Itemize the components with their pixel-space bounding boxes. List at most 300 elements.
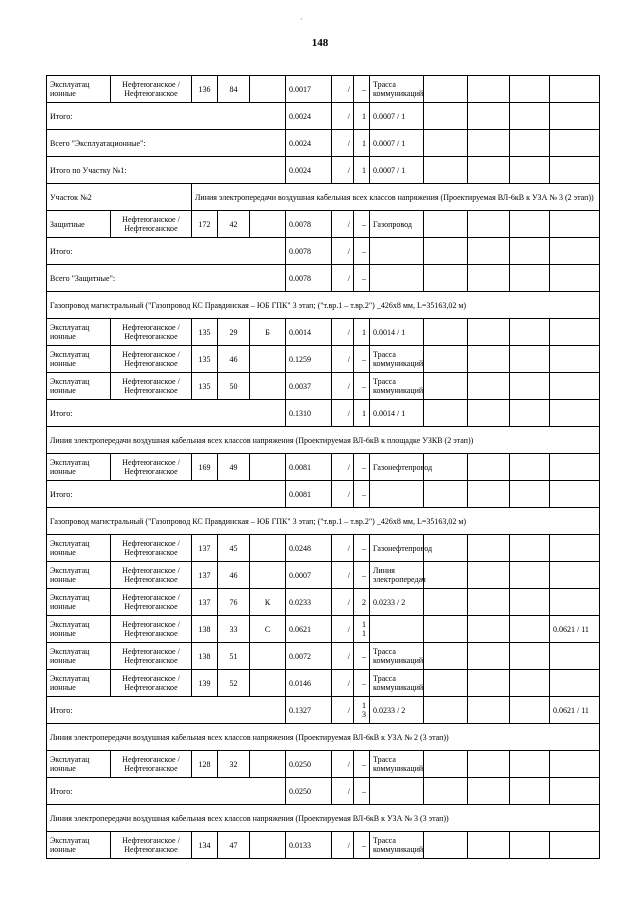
subtotal-cell: [468, 778, 510, 805]
data-cell: [424, 76, 468, 103]
data-cell: 0.0007: [286, 562, 332, 589]
subtotal-label: Итого по Участку №1:: [47, 157, 286, 184]
data-cell: /: [332, 616, 354, 643]
subtotal-cell: [510, 481, 550, 508]
data-cell: 0.0017: [286, 76, 332, 103]
data-cell: /: [332, 535, 354, 562]
data-cell: Трасса коммуникаций: [370, 76, 424, 103]
data-cell: 0.0233: [286, 589, 332, 616]
data-cell: /: [332, 643, 354, 670]
data-cell: /: [332, 751, 354, 778]
data-cell: [510, 751, 550, 778]
data-cell: Нефтеюганское / Нефтеюганское: [111, 643, 192, 670]
data-cell: 49: [218, 454, 250, 481]
subtotal-area: 0.0081: [286, 481, 332, 508]
object-header-row: [47, 805, 600, 832]
subtotal-cell: 0.0007 / 1: [370, 157, 424, 184]
data-cell: 134: [192, 832, 218, 859]
table-row: [47, 589, 600, 616]
data-cell: [250, 535, 286, 562]
data-cell: Эксплуатац ионные: [47, 643, 111, 670]
data-cell: –: [354, 643, 370, 670]
data-cell: Эксплуатац ионные: [47, 319, 111, 346]
data-cell: [510, 616, 550, 643]
data-cell: [550, 751, 600, 778]
data-cell: [510, 643, 550, 670]
data-cell: 84: [218, 76, 250, 103]
data-cell: Эксплуатац ионные: [47, 832, 111, 859]
subtotal-cell: [550, 481, 600, 508]
data-cell: 135: [192, 319, 218, 346]
subtotal-cell: [510, 265, 550, 292]
data-cell: 1: [354, 319, 370, 346]
data-cell: 0.0233 / 2: [370, 589, 424, 616]
land-plots-table: [46, 75, 600, 859]
data-cell: [550, 76, 600, 103]
subtotal-slash: /: [332, 778, 354, 805]
data-cell: 76: [218, 589, 250, 616]
data-cell: 0.0133: [286, 832, 332, 859]
subtotal-area: 0.0024: [286, 130, 332, 157]
data-cell: Газонефтепровод: [370, 454, 424, 481]
data-cell: –: [354, 832, 370, 859]
subtotal-count: 1: [354, 103, 370, 130]
data-cell: [510, 832, 550, 859]
data-cell: [468, 535, 510, 562]
data-cell: 0.0014: [286, 319, 332, 346]
data-cell: 0.0146: [286, 670, 332, 697]
subtotal-slash: /: [332, 697, 354, 724]
data-cell: –: [354, 562, 370, 589]
data-cell: [468, 76, 510, 103]
data-cell: [468, 670, 510, 697]
data-cell: К: [250, 589, 286, 616]
scan-artifact: ·: [300, 14, 303, 24]
data-cell: 136: [192, 76, 218, 103]
data-cell: [510, 76, 550, 103]
subtotal-label: Итого:: [47, 697, 286, 724]
data-cell: 45: [218, 535, 250, 562]
subtotal-cell: [424, 265, 468, 292]
data-cell: [250, 751, 286, 778]
subtotal-cell: [468, 697, 510, 724]
data-cell: Эксплуатац ионные: [47, 589, 111, 616]
data-cell: [250, 562, 286, 589]
object-header-row: [47, 292, 600, 319]
data-cell: Нефтеюганское / Нефтеюганское: [111, 211, 192, 238]
data-cell: [510, 211, 550, 238]
subtotal-cell: [510, 697, 550, 724]
data-cell: [510, 670, 550, 697]
data-cell: Линия электропередач: [370, 562, 424, 589]
subtotal-cell: [424, 130, 468, 157]
subtotal-cell: [550, 157, 600, 184]
data-cell: [250, 346, 286, 373]
data-cell: [424, 832, 468, 859]
subtotal-cell: [424, 238, 468, 265]
data-cell: [510, 319, 550, 346]
subtotal-count: 1: [354, 130, 370, 157]
data-cell: 137: [192, 562, 218, 589]
data-cell: /: [332, 76, 354, 103]
data-cell: 46: [218, 346, 250, 373]
object-title: Линия электропередачи воздушная кабельная всех классов напряжения (Проектируемая ВЛ-6кВ к УЗА № 3 (3 этап)): [47, 805, 600, 832]
data-cell: 139: [192, 670, 218, 697]
data-cell: С: [250, 616, 286, 643]
subtotal-cell: [510, 130, 550, 157]
data-cell: –: [354, 76, 370, 103]
subtotal-area: 0.1310: [286, 400, 332, 427]
data-cell: 0.0078: [286, 211, 332, 238]
subtotal-row: [47, 481, 600, 508]
data-cell: 0.0072: [286, 643, 332, 670]
table-row: [47, 832, 600, 859]
data-cell: [550, 535, 600, 562]
data-cell: [468, 211, 510, 238]
subtotal-cell: [550, 103, 600, 130]
data-cell: Трасса коммуникаций: [370, 832, 424, 859]
subtotal-slash: /: [332, 238, 354, 265]
subtotal-cell: [550, 130, 600, 157]
data-cell: 32: [218, 751, 250, 778]
subtotal-cell: 0.0007 / 1: [370, 103, 424, 130]
data-cell: [550, 211, 600, 238]
data-cell: [424, 319, 468, 346]
data-cell: –: [354, 346, 370, 373]
subtotal-cell: [468, 103, 510, 130]
section-object: Линия электропередачи воздушная кабельная всех классов напряжения (Проектируемая ВЛ-6кВ к УЗА № 3 (2 этап)): [192, 184, 600, 211]
subtotal-cell: 0.0233 / 2: [370, 697, 424, 724]
data-cell: [250, 670, 286, 697]
data-cell: Газопровод: [370, 211, 424, 238]
object-title: Газопровод магистральный ("Газопровод КС Правдинская – ЮБ ГПК" 3 этап; ("т.вр.1 – т.вр.2") _426х8 мм, L=35163,02 м): [47, 292, 600, 319]
object-header-row: [47, 724, 600, 751]
object-header-row: [47, 427, 600, 454]
data-cell: 128: [192, 751, 218, 778]
data-cell: Нефтеюганское / Нефтеюганское: [111, 589, 192, 616]
subtotal-row: [47, 400, 600, 427]
data-cell: Нефтеюганское / Нефтеюганское: [111, 319, 192, 346]
data-cell: [468, 589, 510, 616]
data-cell: Нефтеюганское / Нефтеюганское: [111, 616, 192, 643]
data-cell: [370, 616, 424, 643]
data-cell: [468, 373, 510, 400]
subtotal-row: [47, 697, 600, 724]
subtotal-row: [47, 157, 600, 184]
subtotal-area: 0.0078: [286, 238, 332, 265]
table-row: [47, 751, 600, 778]
data-cell: [250, 643, 286, 670]
data-cell: 0.0037: [286, 373, 332, 400]
subtotal-row: [47, 130, 600, 157]
subtotal-area: 0.0024: [286, 157, 332, 184]
data-cell: 29: [218, 319, 250, 346]
section-title: Участок №2: [47, 184, 192, 211]
subtotal-slash: /: [332, 481, 354, 508]
data-cell: –: [354, 751, 370, 778]
data-cell: 2: [354, 589, 370, 616]
section-row: [47, 184, 600, 211]
data-cell: Нефтеюганское / Нефтеюганское: [111, 454, 192, 481]
subtotal-cell: [550, 400, 600, 427]
subtotal-cell: [510, 103, 550, 130]
data-cell: 42: [218, 211, 250, 238]
data-cell: Нефтеюганское / Нефтеюганское: [111, 535, 192, 562]
subtotal-cell: [370, 481, 424, 508]
subtotal-cell: [550, 778, 600, 805]
data-cell: Нефтеюганское / Нефтеюганское: [111, 76, 192, 103]
data-cell: 135: [192, 346, 218, 373]
subtotal-cell: [424, 157, 468, 184]
subtotal-label: Итого:: [47, 238, 286, 265]
data-cell: 0.0248: [286, 535, 332, 562]
data-cell: –: [354, 211, 370, 238]
subtotal-row: [47, 265, 600, 292]
subtotal-label: Всего "Эксплуатационные":: [47, 130, 286, 157]
data-cell: [550, 643, 600, 670]
data-cell: 137: [192, 535, 218, 562]
subtotal-label: Всего "Защитные":: [47, 265, 286, 292]
data-cell: /: [332, 562, 354, 589]
data-cell: 137: [192, 589, 218, 616]
data-cell: Эксплуатац ионные: [47, 751, 111, 778]
subtotal-row: [47, 238, 600, 265]
subtotal-count: 1: [354, 157, 370, 184]
subtotal-label: Итого:: [47, 481, 286, 508]
data-cell: [468, 751, 510, 778]
data-cell: [424, 346, 468, 373]
data-cell: Нефтеюганское / Нефтеюганское: [111, 562, 192, 589]
data-cell: Нефтеюганское / Нефтеюганское: [111, 832, 192, 859]
data-cell: [510, 589, 550, 616]
data-cell: [424, 670, 468, 697]
subtotal-cell: [424, 103, 468, 130]
data-cell: Трасса коммуникаций: [370, 373, 424, 400]
subtotal-label: Итого:: [47, 103, 286, 130]
subtotal-area: 0.0078: [286, 265, 332, 292]
subtotal-slash: /: [332, 103, 354, 130]
data-cell: [424, 373, 468, 400]
data-cell: /: [332, 670, 354, 697]
page-number: 148: [311, 37, 329, 49]
data-cell: 47: [218, 832, 250, 859]
data-cell: 1 1: [354, 616, 370, 643]
table-row: [47, 562, 600, 589]
data-cell: Эксплуатац ионные: [47, 562, 111, 589]
data-cell: Эксплуатац ионные: [47, 76, 111, 103]
data-cell: [468, 616, 510, 643]
data-cell: 46: [218, 562, 250, 589]
data-cell: [550, 346, 600, 373]
data-cell: /: [332, 589, 354, 616]
data-cell: Нефтеюганское / Нефтеюганское: [111, 346, 192, 373]
data-cell: 138: [192, 616, 218, 643]
data-cell: [510, 535, 550, 562]
data-cell: [550, 832, 600, 859]
subtotal-slash: /: [332, 130, 354, 157]
subtotal-slash: /: [332, 400, 354, 427]
subtotal-row: [47, 103, 600, 130]
data-cell: –: [354, 373, 370, 400]
data-cell: [468, 562, 510, 589]
subtotal-count: 1: [354, 400, 370, 427]
subtotal-row: [47, 778, 600, 805]
table-row: [47, 346, 600, 373]
data-cell: [424, 751, 468, 778]
subtotal-area: 0.1327: [286, 697, 332, 724]
data-cell: [468, 346, 510, 373]
data-cell: /: [332, 346, 354, 373]
data-cell: [424, 562, 468, 589]
subtotal-label: Итого:: [47, 400, 286, 427]
subtotal-cell: [550, 265, 600, 292]
data-cell: Нефтеюганское / Нефтеюганское: [111, 373, 192, 400]
data-cell: [510, 562, 550, 589]
subtotal-area: 0.0250: [286, 778, 332, 805]
data-cell: Эксплуатац ионные: [47, 616, 111, 643]
data-cell: 33: [218, 616, 250, 643]
data-cell: [250, 832, 286, 859]
table-row: [47, 211, 600, 238]
subtotal-label: Итого:: [47, 778, 286, 805]
object-header-row: [47, 508, 600, 535]
data-cell: 0.0250: [286, 751, 332, 778]
data-cell: 138: [192, 643, 218, 670]
subtotal-cell: [370, 265, 424, 292]
data-cell: Эксплуатац ионные: [47, 373, 111, 400]
subtotal-cell: 0.0007 / 1: [370, 130, 424, 157]
table-row: [47, 643, 600, 670]
subtotal-cell: [468, 481, 510, 508]
data-cell: [510, 454, 550, 481]
data-cell: [424, 616, 468, 643]
data-cell: [424, 211, 468, 238]
subtotal-cell: [468, 265, 510, 292]
data-cell: /: [332, 373, 354, 400]
data-cell: [250, 454, 286, 481]
subtotal-cell: 0.0014 / 1: [370, 400, 424, 427]
subtotal-cell: [424, 481, 468, 508]
data-cell: Эксплуатац ионные: [47, 346, 111, 373]
subtotal-count: 1 3: [354, 697, 370, 724]
data-cell: [250, 211, 286, 238]
object-title: Линия электропередачи воздушная кабельная всех классов напряжения (Проектируемая ВЛ-6кВ к площадке УЗКВ (2 этап)): [47, 427, 600, 454]
subtotal-cell: [468, 157, 510, 184]
data-cell: [510, 373, 550, 400]
subtotal-cell: [424, 778, 468, 805]
data-cell: Газонефтепровод: [370, 535, 424, 562]
subtotal-cell: [510, 778, 550, 805]
data-cell: [550, 589, 600, 616]
data-cell: [468, 643, 510, 670]
subtotal-cell: [468, 238, 510, 265]
data-cell: [550, 319, 600, 346]
data-cell: Эксплуатац ионные: [47, 535, 111, 562]
data-cell: /: [332, 832, 354, 859]
subtotal-area: 0.0024: [286, 103, 332, 130]
subtotal-count: –: [354, 778, 370, 805]
data-cell: Эксплуатац ионные: [47, 670, 111, 697]
subtotal-cell: [550, 238, 600, 265]
data-cell: [468, 454, 510, 481]
subtotal-count: –: [354, 481, 370, 508]
subtotal-count: –: [354, 238, 370, 265]
data-cell: [424, 589, 468, 616]
subtotal-cell: [424, 697, 468, 724]
data-cell: [468, 832, 510, 859]
data-cell: 0.0621: [286, 616, 332, 643]
data-cell: [550, 373, 600, 400]
data-cell: 0.0081: [286, 454, 332, 481]
table-row: [47, 76, 600, 103]
data-cell: [250, 373, 286, 400]
table-row: [47, 535, 600, 562]
data-cell: 0.1259: [286, 346, 332, 373]
subtotal-cell: 0.0621 / 11: [550, 697, 600, 724]
data-cell: 52: [218, 670, 250, 697]
data-cell: Нефтеюганское / Нефтеюганское: [111, 751, 192, 778]
object-title: Газопровод магистральный ("Газопровод КС Правдинская – ЮБ ГПК" 3 этап; ("т.вр.1 – т.вр.2") _426х8 мм, L=35163,02 м): [47, 508, 600, 535]
data-cell: 169: [192, 454, 218, 481]
table-row: [47, 319, 600, 346]
data-cell: [550, 670, 600, 697]
data-cell: [550, 454, 600, 481]
data-cell: 135: [192, 373, 218, 400]
data-cell: Трасса коммуникаций: [370, 670, 424, 697]
subtotal-cell: [468, 130, 510, 157]
data-cell: [510, 346, 550, 373]
subtotal-cell: [468, 400, 510, 427]
data-cell: [424, 643, 468, 670]
subtotal-cell: [370, 238, 424, 265]
data-cell: Б: [250, 319, 286, 346]
data-cell: [250, 76, 286, 103]
data-cell: Защитные: [47, 211, 111, 238]
table-row: [47, 373, 600, 400]
data-cell: –: [354, 454, 370, 481]
data-cell: 51: [218, 643, 250, 670]
subtotal-slash: /: [332, 265, 354, 292]
table-row: [47, 454, 600, 481]
subtotal-cell: [510, 238, 550, 265]
data-cell: Трасса коммуникаций: [370, 643, 424, 670]
data-cell: Эксплуатац ионные: [47, 454, 111, 481]
table-row: [47, 616, 600, 643]
data-cell: Нефтеюганское / Нефтеюганское: [111, 670, 192, 697]
data-cell: 50: [218, 373, 250, 400]
subtotal-count: –: [354, 265, 370, 292]
data-cell: 0.0014 / 1: [370, 319, 424, 346]
subtotal-slash: /: [332, 157, 354, 184]
subtotal-cell: [370, 778, 424, 805]
data-cell: /: [332, 454, 354, 481]
data-cell: /: [332, 211, 354, 238]
data-cell: Трасса коммуникаций: [370, 751, 424, 778]
data-cell: 0.0621 / 11: [550, 616, 600, 643]
data-cell: Трасса коммуникаций: [370, 346, 424, 373]
data-cell: [550, 562, 600, 589]
data-cell: –: [354, 670, 370, 697]
table-row: [47, 670, 600, 697]
subtotal-cell: [510, 400, 550, 427]
data-cell: –: [354, 535, 370, 562]
data-cell: [468, 319, 510, 346]
subtotal-cell: [510, 157, 550, 184]
object-title: Линия электропередачи воздушная кабельная всех классов напряжения (Проектируемая ВЛ-6кВ к УЗА № 2 (3 этап)): [47, 724, 600, 751]
data-cell: 172: [192, 211, 218, 238]
subtotal-cell: [424, 400, 468, 427]
data-cell: /: [332, 319, 354, 346]
